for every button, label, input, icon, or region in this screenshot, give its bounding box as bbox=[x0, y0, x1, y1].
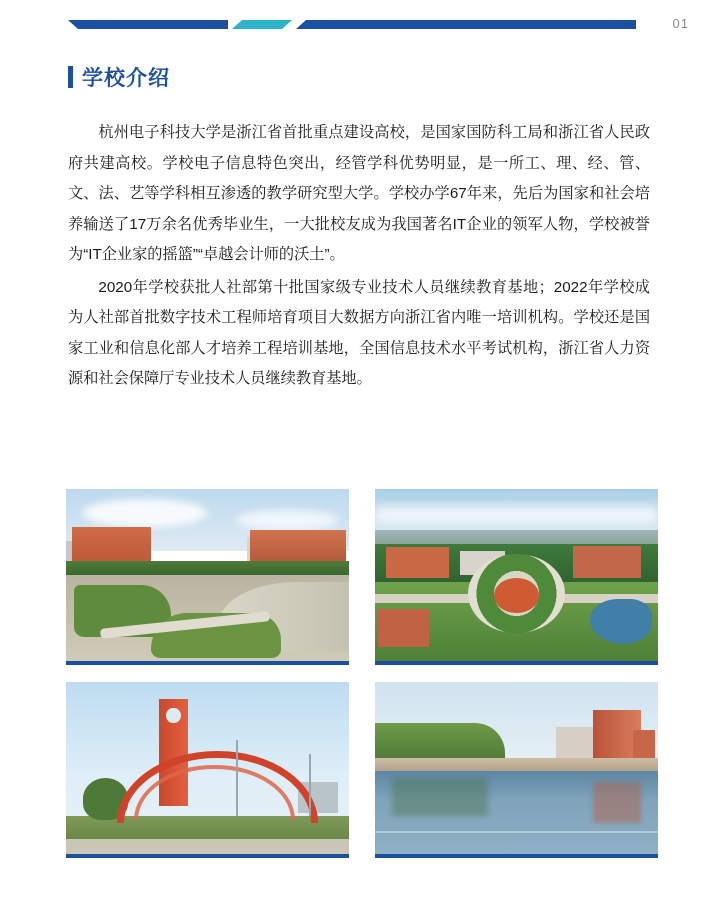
photo-scene bbox=[66, 682, 349, 854]
photo-campus-plaza-aerial bbox=[66, 489, 349, 665]
page-number: 01 bbox=[672, 16, 689, 31]
page-header bbox=[0, 16, 713, 34]
photo-scene bbox=[375, 489, 658, 661]
photo-lakeside-campus-buildings bbox=[375, 682, 658, 858]
paragraph-2: 2020年学校获批人社部第十批国家级专业技术人员继续教育基地；2022年学校成为人社部首批数字技术工程师培育项目大数据方向浙江省内唯一培训机构。学校还是国家工业和信息化部人才培养工程培训基地，全国信息技术水平考试机构，浙江省人力资源和社会保障厅专业技术人员继续教育基地。 bbox=[68, 278, 650, 387]
header-band-right bbox=[296, 20, 636, 29]
photo-red-arch-sculpture-landmark bbox=[66, 682, 349, 858]
section-heading bbox=[68, 62, 170, 92]
header-band-middle bbox=[232, 20, 292, 29]
page-title: 学校介绍 bbox=[82, 67, 170, 90]
photo-scene bbox=[375, 682, 658, 854]
photo-campus-round-garden-aerial bbox=[375, 489, 658, 665]
photo-gallery bbox=[66, 489, 658, 875]
title-accent-bar bbox=[68, 66, 73, 88]
gallery-row-2 bbox=[66, 682, 658, 858]
header-band-left bbox=[68, 20, 228, 29]
gallery-row-1 bbox=[66, 489, 658, 665]
body-copy bbox=[68, 118, 650, 397]
paragraph-1: 杭州电子科技大学是浙江省首批重点建设高校，是国家国防科工局和浙江省人民政府共建高校。学校电子信息特色突出，经管学科优势明显，是一所工、理、经、管、文、法、艺等学科相互渗透的教学研究型大学。学校办学67年来，先后为国家和社会培养输送了17万余名优秀毕业生，一大批校友成为我国著名IT企业的领军人物，学校被誉为“IT企业家的摇篮”“卓越会计师的沃土”。 bbox=[68, 124, 650, 263]
photo-scene bbox=[66, 489, 349, 661]
